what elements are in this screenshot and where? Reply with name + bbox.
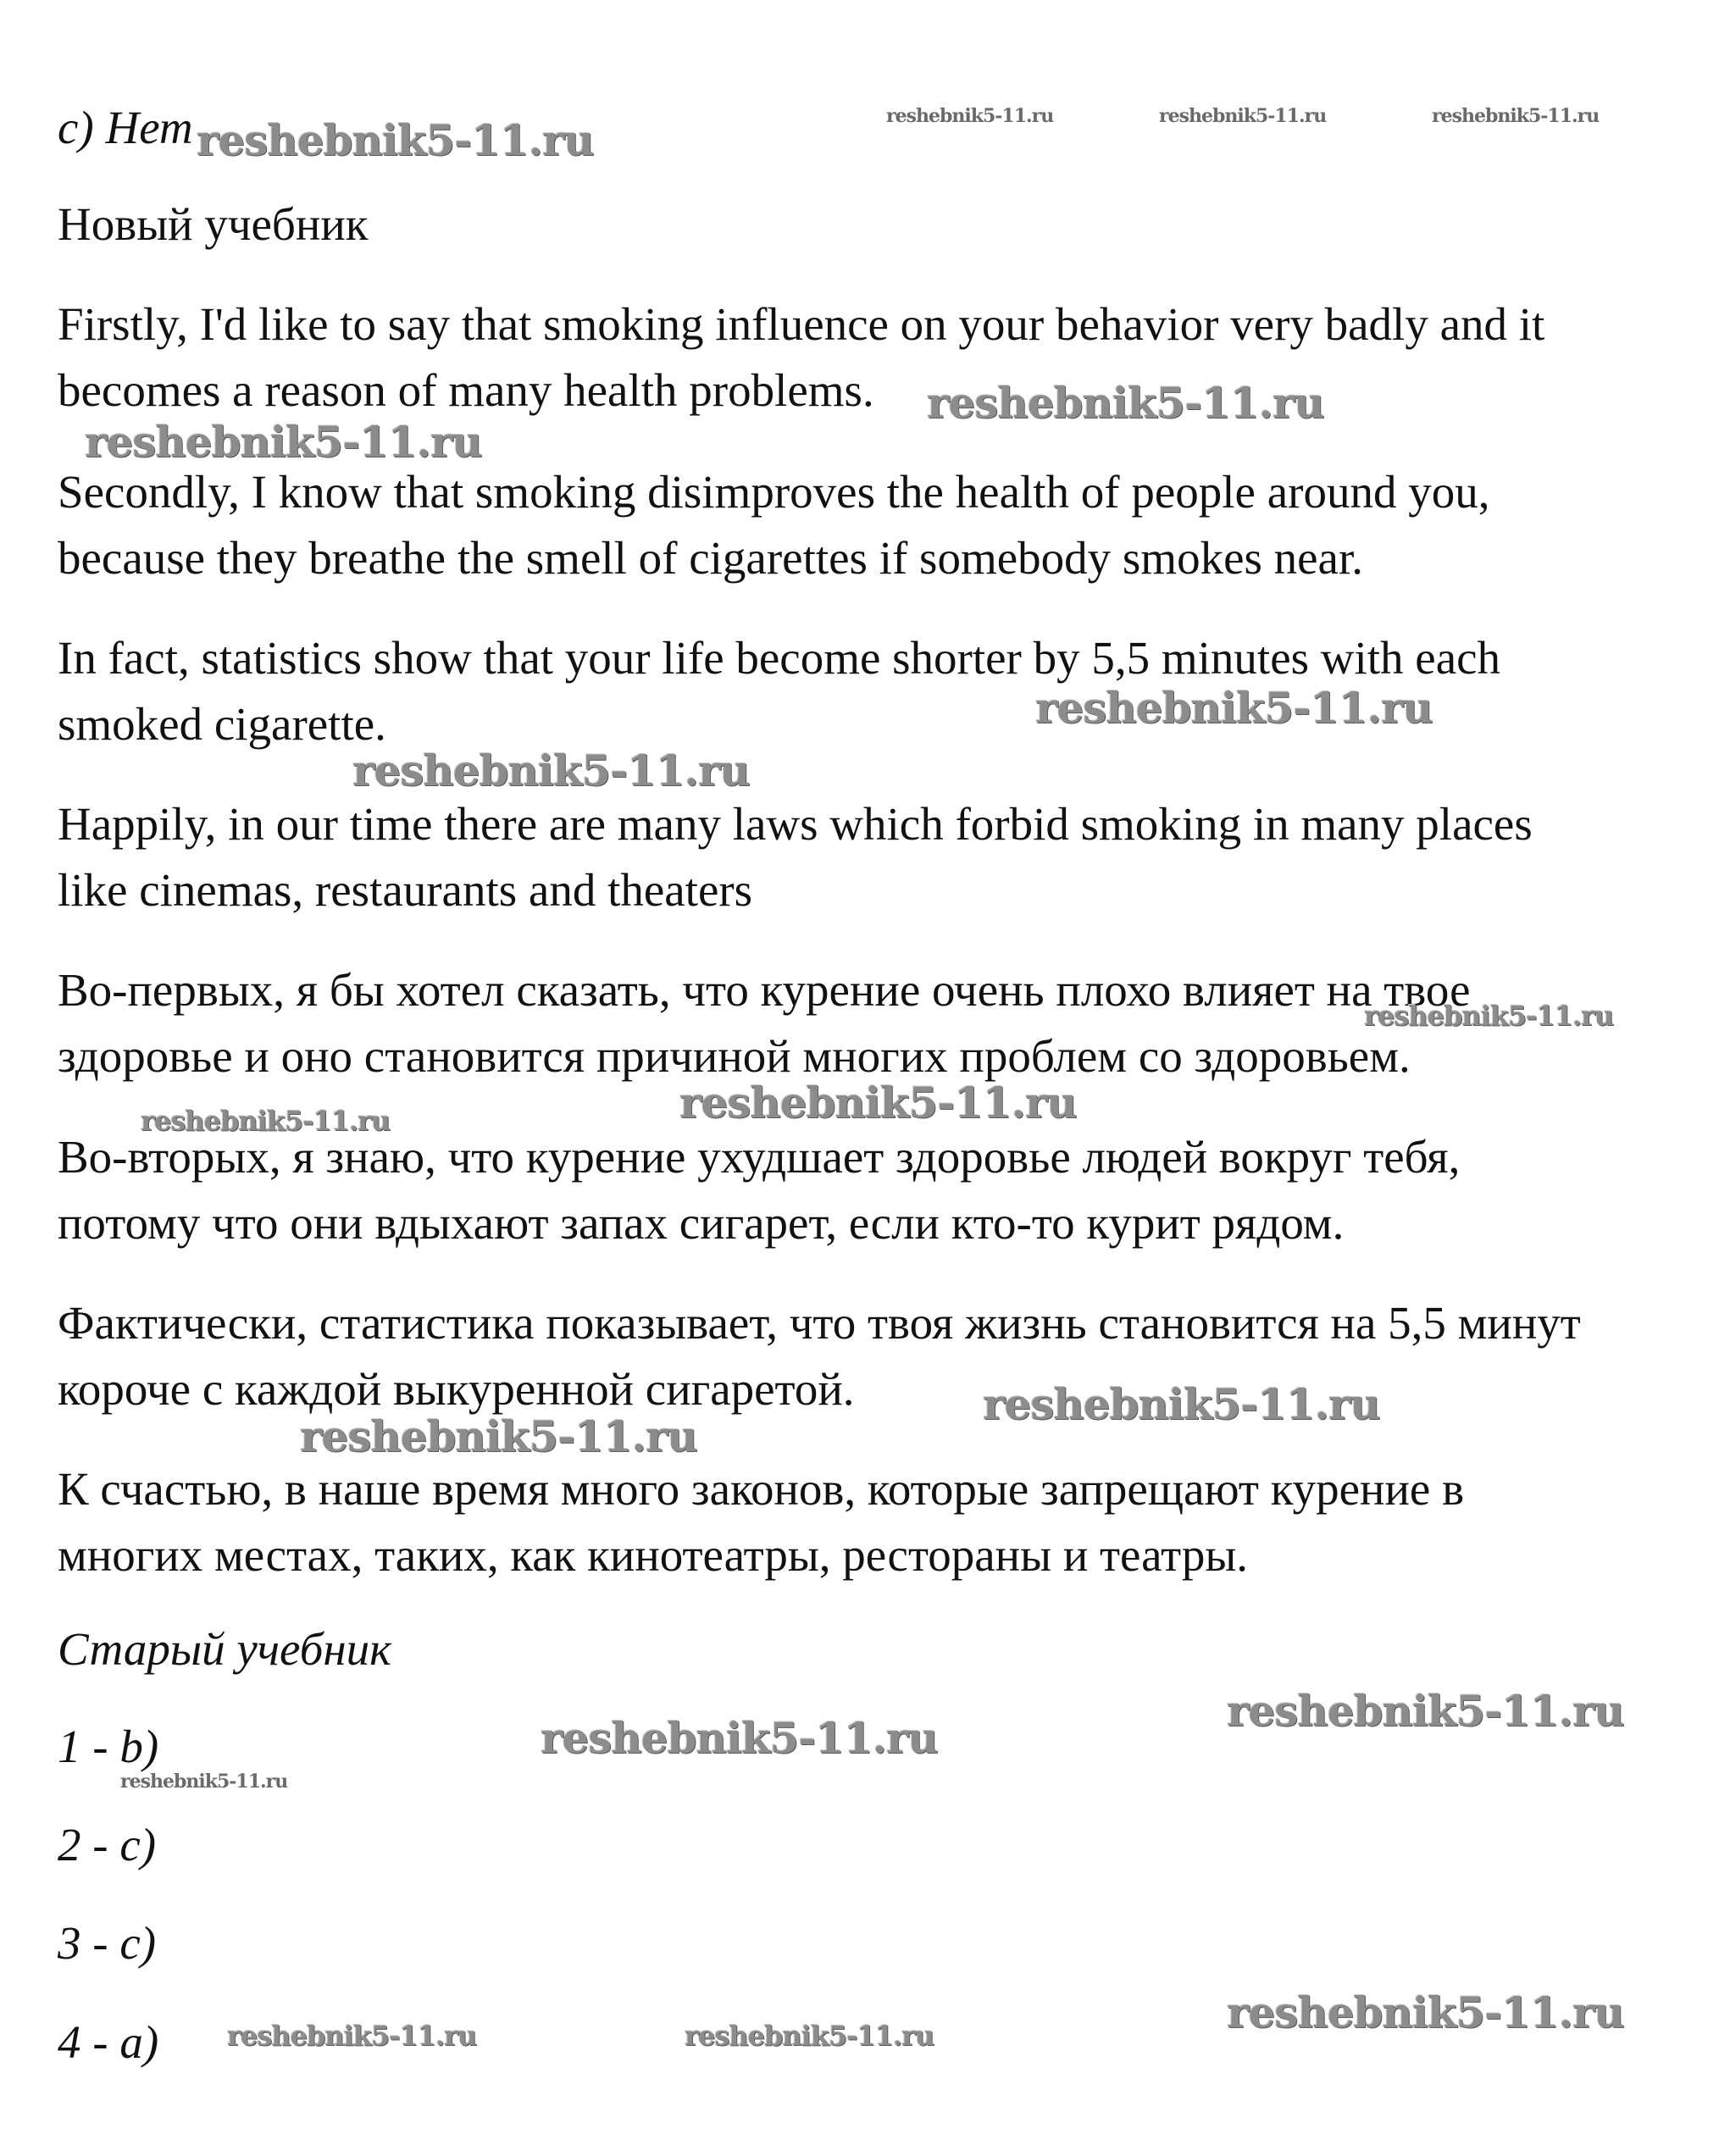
watermark: reshebnik5-11.ru [141,1105,391,1137]
watermark: reshebnik5-11.ru [352,745,750,795]
watermark: reshebnik5-11.ru [300,1411,697,1461]
english-paragraph-3-line-2: smoked cigarette. [58,698,386,750]
russian-paragraph-3-line-1: Фактически, статистика показывает, что твоя жизнь становится на 5,5 минут [58,1297,1581,1349]
watermark: reshebnik5-11.ru [1227,1686,1624,1736]
watermark: reshebnik5-11.ru [1035,683,1433,733]
russian-paragraph-4-line-2: многих местах, таких, как кинотеатры, рестораны и театры. [58,1529,1249,1581]
russian-paragraph-2-line-1: Во-вторых, я знаю, что курение ухудшает здоровье людей вокруг тебя, [58,1131,1461,1183]
russian-paragraph-3-line-2: короче с каждой выкуренной сигаретой. [58,1363,855,1415]
new-textbook-heading: Новый учебник [58,198,369,250]
watermark: reshebnik5-11.ru [197,115,594,165]
english-paragraph-1-line-2: becomes a reason of many health problems. [58,364,874,416]
russian-paragraph-4-line-1: К счастью, в наше время много законов, которые запрещают курение в [58,1463,1465,1515]
watermark: reshebnik5-11.ru [120,1771,288,1793]
watermark: reshebnik5-11.ru [927,378,1324,428]
watermark: reshebnik5-11.ru [1432,105,1600,127]
watermark: reshebnik5-11.ru [983,1379,1380,1429]
english-paragraph-4-line-2: like cinemas, restaurants and theaters [58,864,753,916]
russian-paragraph-1-line-1: Во-первых, я бы хотел сказать, что курение очень плохо влияет на твое [58,964,1471,1016]
watermark: reshebnik5-11.ru [1364,1000,1614,1032]
old-answer-4: 4 - a) [58,2016,159,2068]
english-paragraph-2-line-1: Secondly, I know that smoking disimproves the health of people around you, [58,466,1490,518]
old-textbook-heading: Старый учебник [58,1623,391,1675]
watermark: reshebnik5-11.ru [541,1713,938,1763]
watermark: reshebnik5-11.ru [1159,105,1327,127]
english-paragraph-2-line-2: because they breathe the smell of cigarettes if somebody smokes near. [58,532,1363,584]
old-answer-2: 2 - c) [58,1819,157,1871]
english-paragraph-3-line-1: In fact, statistics show that your life become shorter by 5,5 minutes with each [58,632,1501,684]
russian-paragraph-1-line-2: здоровье и оно становится причиной многих проблем со здоровьем. [58,1030,1411,1082]
watermark: reshebnik5-11.ru [886,105,1054,127]
english-paragraph-1-line-1: Firstly, I'd like to say that smoking influence on your behavior very badly and it [58,298,1545,350]
watermark: reshebnik5-11.ru [1227,1987,1624,2037]
watermark: reshebnik5-11.ru [227,2020,477,2052]
watermark: reshebnik5-11.ru [85,417,482,467]
watermark: reshebnik5-11.ru [679,1078,1077,1128]
russian-paragraph-2-line-2: потому что они вдыхают запах сигарет, если кто-то курит рядом. [58,1197,1345,1249]
watermark: reshebnik5-11.ru [685,2020,934,2052]
answer-c: c) Нет [58,102,193,153]
old-answer-1: 1 - b) [58,1721,159,1772]
english-paragraph-4-line-1: Happily, in our time there are many laws which forbid smoking in many places [58,798,1533,850]
old-answer-3: 3 - c) [58,1917,157,1969]
